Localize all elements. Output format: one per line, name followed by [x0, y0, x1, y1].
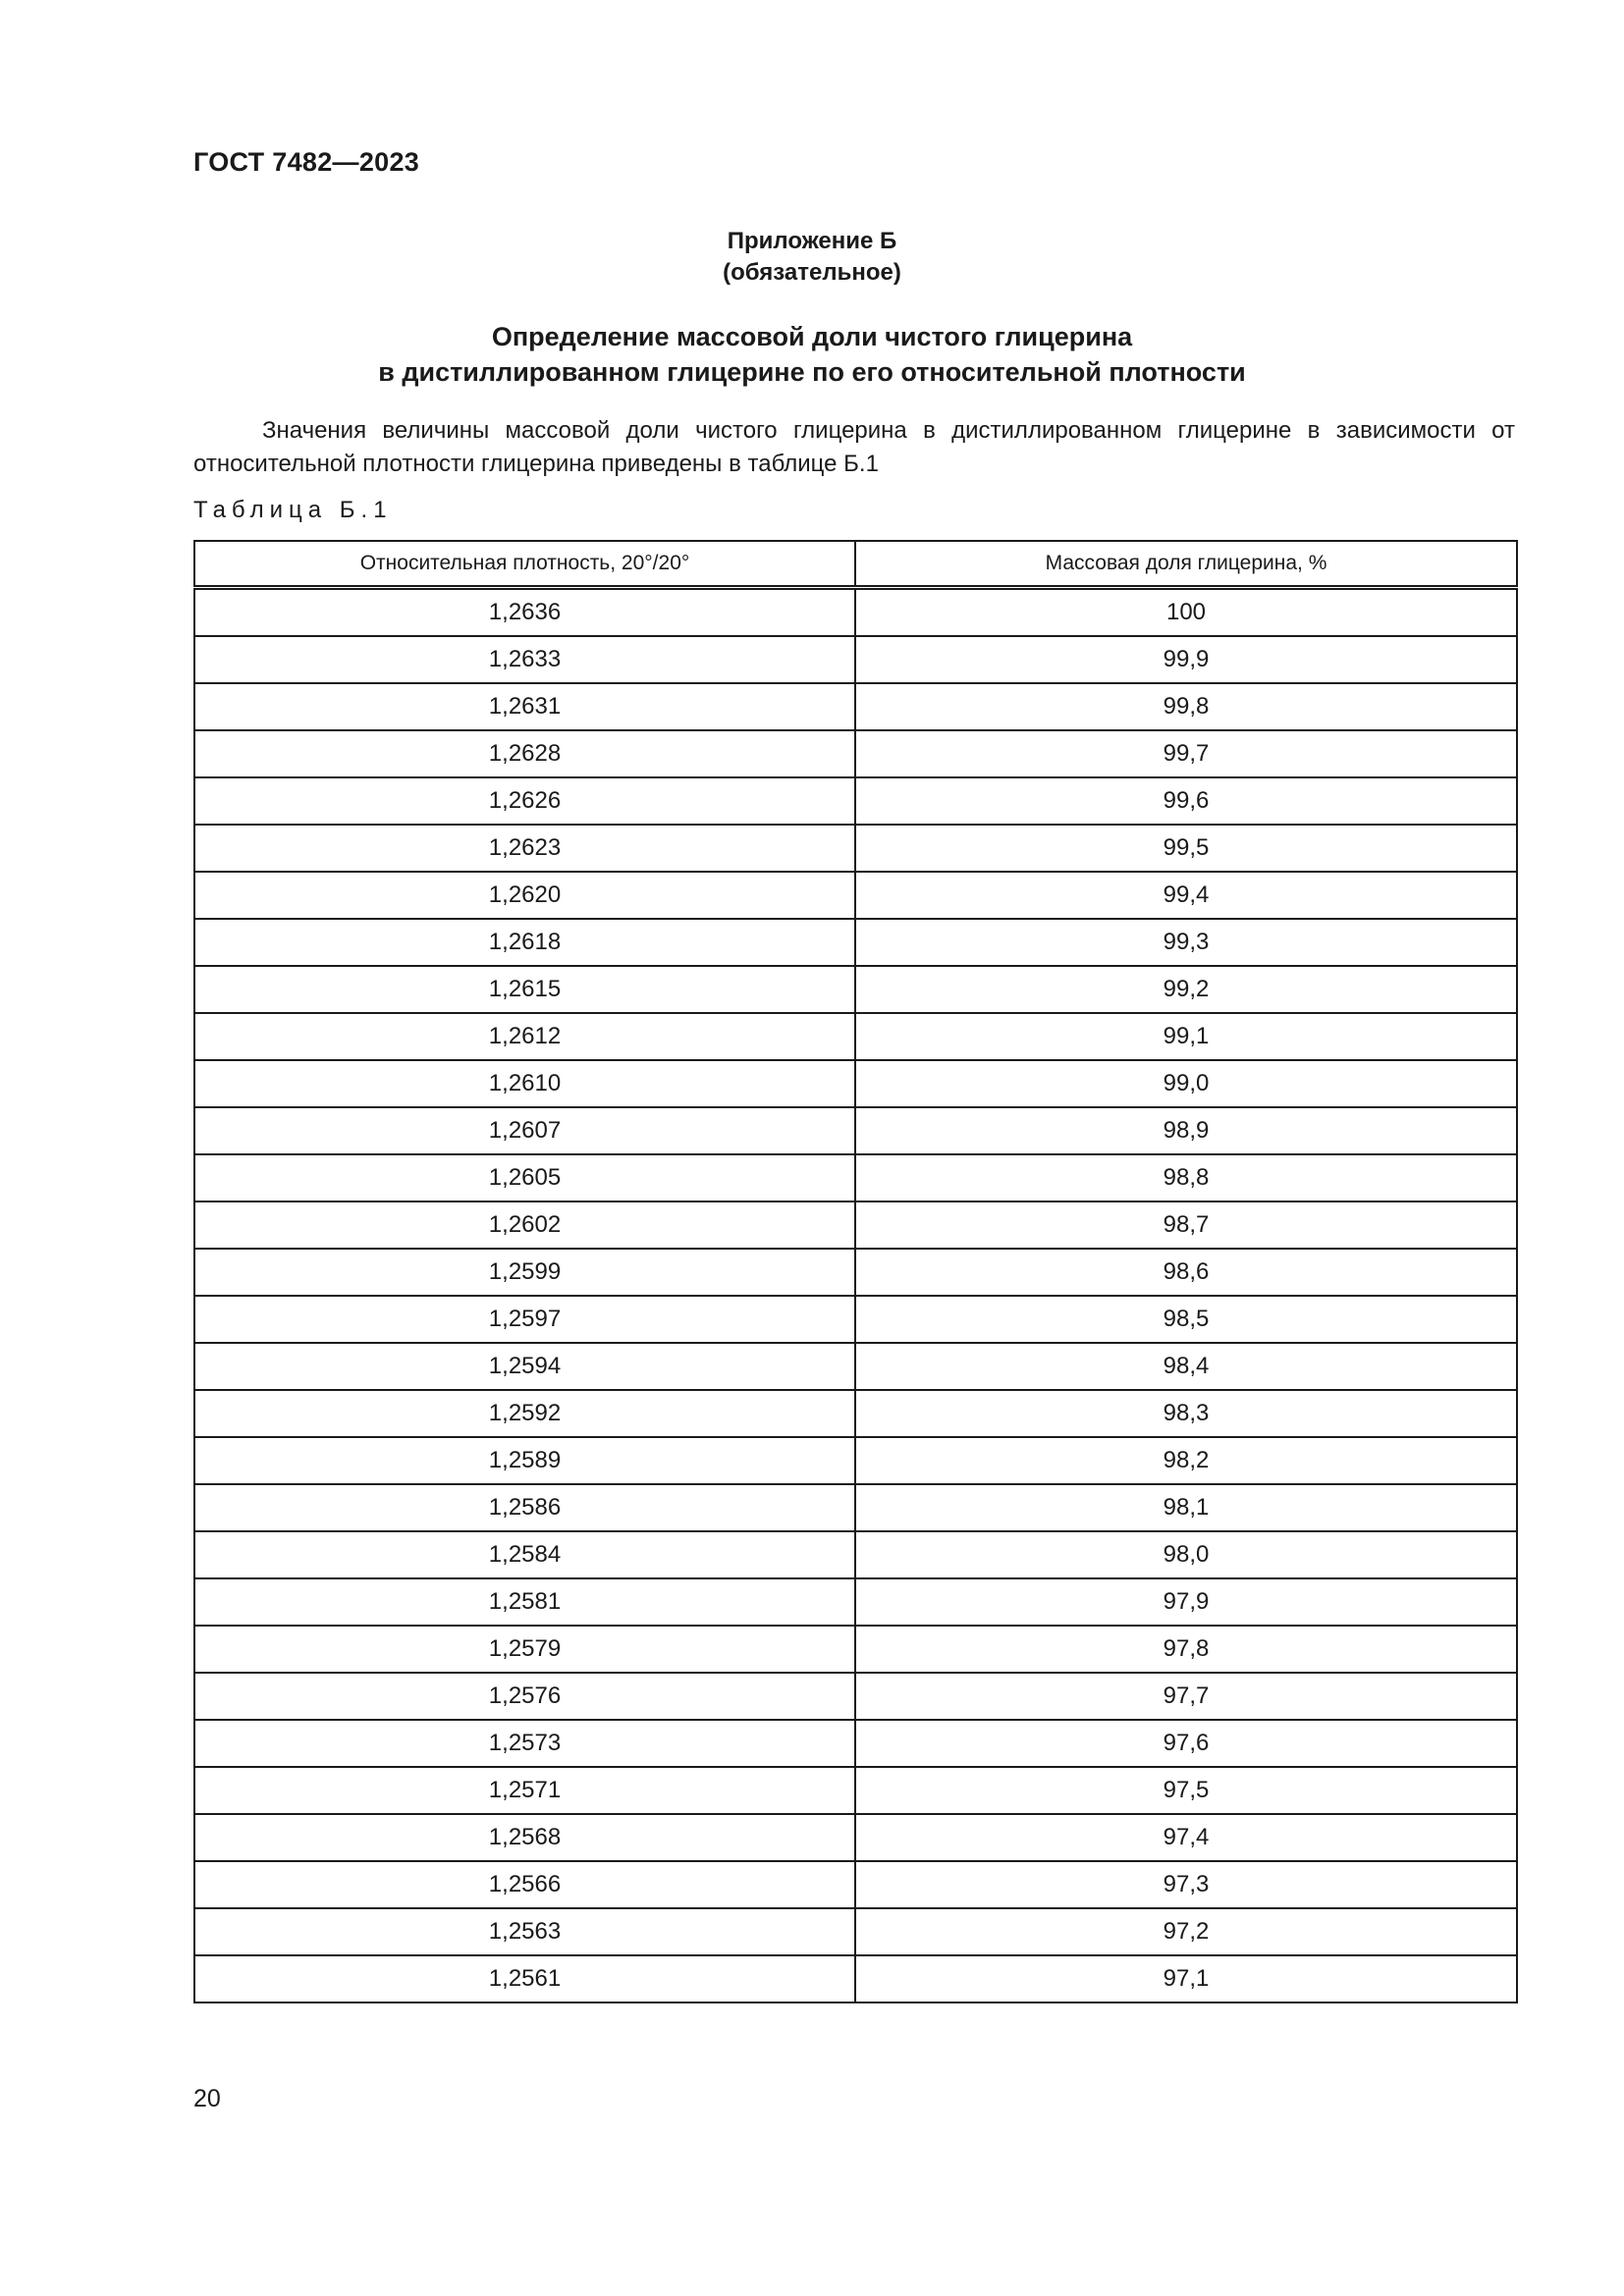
column-header-density: Относительная плотность, 20°/20° — [194, 541, 855, 588]
density-cell: 1,2573 — [194, 1720, 855, 1767]
mass-fraction-cell: 97,6 — [855, 1720, 1517, 1767]
appendix-status: (обязательное) — [723, 259, 901, 286]
table-row — [194, 1484, 1517, 1531]
table-row — [194, 1013, 1517, 1060]
table-body — [194, 588, 1517, 2003]
density-cell: 1,2568 — [194, 1814, 855, 1861]
table-row — [194, 1107, 1517, 1154]
intro-paragraph: Значения величины массовой доли чистого глицерина в дистиллированном глицерине в зависимости от относительной плотности глицерина приведены в таблице Б.1 — [193, 417, 1515, 477]
density-cell: 1,2615 — [194, 966, 855, 1013]
column-header-mass-fraction: Массовая доля глицерина, % — [855, 541, 1517, 588]
mass-fraction-cell: 97,1 — [855, 1955, 1517, 2002]
mass-fraction-cell: 97,2 — [855, 1908, 1517, 1955]
mass-fraction-cell: 98,2 — [855, 1437, 1517, 1484]
section-heading-line-2: в дистиллированном глицерине по его относительной плотности — [378, 357, 1246, 387]
document-code: ГОСТ 7482—2023 — [193, 147, 420, 177]
mass-fraction-cell: 99,3 — [855, 919, 1517, 966]
table-row — [194, 1296, 1517, 1343]
table-row — [194, 1437, 1517, 1484]
table-row — [194, 636, 1517, 683]
density-cell: 1,2581 — [194, 1578, 855, 1626]
mass-fraction-cell: 97,9 — [855, 1578, 1517, 1626]
table-row — [194, 872, 1517, 919]
mass-fraction-cell: 99,2 — [855, 966, 1517, 1013]
mass-fraction-cell: 98,4 — [855, 1343, 1517, 1390]
table-row — [194, 1673, 1517, 1720]
table-row — [194, 825, 1517, 872]
page-number: 20 — [193, 2085, 221, 2112]
table-row — [194, 1249, 1517, 1296]
table-row — [194, 1767, 1517, 1814]
density-cell: 1,2571 — [194, 1767, 855, 1814]
appendix-header — [0, 226, 1624, 289]
section-heading — [0, 319, 1624, 390]
mass-fraction-cell: 98,8 — [855, 1154, 1517, 1201]
table-row — [194, 1343, 1517, 1390]
table-row — [194, 683, 1517, 730]
density-cell: 1,2566 — [194, 1861, 855, 1908]
mass-fraction-cell: 99,6 — [855, 777, 1517, 825]
table-row — [194, 1060, 1517, 1107]
mass-fraction-cell: 99,0 — [855, 1060, 1517, 1107]
table-row — [194, 1531, 1517, 1578]
table-row — [194, 588, 1517, 637]
density-cell: 1,2610 — [194, 1060, 855, 1107]
table-caption: Таблица Б.1 — [193, 497, 393, 523]
density-cell: 1,2618 — [194, 919, 855, 966]
density-cell: 1,2605 — [194, 1154, 855, 1201]
table-row — [194, 1390, 1517, 1437]
mass-fraction-cell: 98,7 — [855, 1201, 1517, 1249]
density-cell: 1,2576 — [194, 1673, 855, 1720]
table-row — [194, 1955, 1517, 2002]
table-row — [194, 730, 1517, 777]
section-heading-line-1: Определение массовой доли чистого глицерина — [491, 322, 1133, 351]
mass-fraction-cell: 99,9 — [855, 636, 1517, 683]
density-cell: 1,2592 — [194, 1390, 855, 1437]
table-row — [194, 966, 1517, 1013]
appendix-title: Приложение Б — [727, 228, 897, 254]
mass-fraction-cell: 98,5 — [855, 1296, 1517, 1343]
density-cell: 1,2631 — [194, 683, 855, 730]
density-cell: 1,2636 — [194, 588, 855, 637]
mass-fraction-cell: 97,5 — [855, 1767, 1517, 1814]
mass-fraction-cell: 98,6 — [855, 1249, 1517, 1296]
density-cell: 1,2633 — [194, 636, 855, 683]
mass-fraction-cell: 99,4 — [855, 872, 1517, 919]
mass-fraction-cell: 98,0 — [855, 1531, 1517, 1578]
density-table — [193, 540, 1518, 2003]
density-cell: 1,2602 — [194, 1201, 855, 1249]
density-cell: 1,2586 — [194, 1484, 855, 1531]
density-cell: 1,2561 — [194, 1955, 855, 2002]
mass-fraction-cell: 100 — [855, 588, 1517, 637]
density-cell: 1,2597 — [194, 1296, 855, 1343]
mass-fraction-cell: 99,1 — [855, 1013, 1517, 1060]
density-cell: 1,2584 — [194, 1531, 855, 1578]
mass-fraction-cell: 98,3 — [855, 1390, 1517, 1437]
mass-fraction-cell: 99,8 — [855, 683, 1517, 730]
table-row — [194, 777, 1517, 825]
mass-fraction-cell: 99,5 — [855, 825, 1517, 872]
table-row — [194, 1578, 1517, 1626]
table-row — [194, 1720, 1517, 1767]
mass-fraction-cell: 97,8 — [855, 1626, 1517, 1673]
density-cell: 1,2626 — [194, 777, 855, 825]
mass-fraction-cell: 99,7 — [855, 730, 1517, 777]
density-cell: 1,2579 — [194, 1626, 855, 1673]
density-cell: 1,2612 — [194, 1013, 855, 1060]
table-row — [194, 919, 1517, 966]
table-header-row — [194, 541, 1517, 588]
mass-fraction-cell: 98,1 — [855, 1484, 1517, 1531]
density-cell: 1,2623 — [194, 825, 855, 872]
density-cell: 1,2607 — [194, 1107, 855, 1154]
mass-fraction-cell: 98,9 — [855, 1107, 1517, 1154]
mass-fraction-cell: 97,4 — [855, 1814, 1517, 1861]
density-cell: 1,2589 — [194, 1437, 855, 1484]
density-cell: 1,2628 — [194, 730, 855, 777]
density-cell: 1,2594 — [194, 1343, 855, 1390]
table-row — [194, 1154, 1517, 1201]
mass-fraction-cell: 97,3 — [855, 1861, 1517, 1908]
table-row — [194, 1201, 1517, 1249]
density-cell: 1,2620 — [194, 872, 855, 919]
density-cell: 1,2599 — [194, 1249, 855, 1296]
table-row — [194, 1861, 1517, 1908]
density-cell: 1,2563 — [194, 1908, 855, 1955]
mass-fraction-cell: 97,7 — [855, 1673, 1517, 1720]
table-row — [194, 1626, 1517, 1673]
table-row — [194, 1814, 1517, 1861]
table-row — [194, 1908, 1517, 1955]
